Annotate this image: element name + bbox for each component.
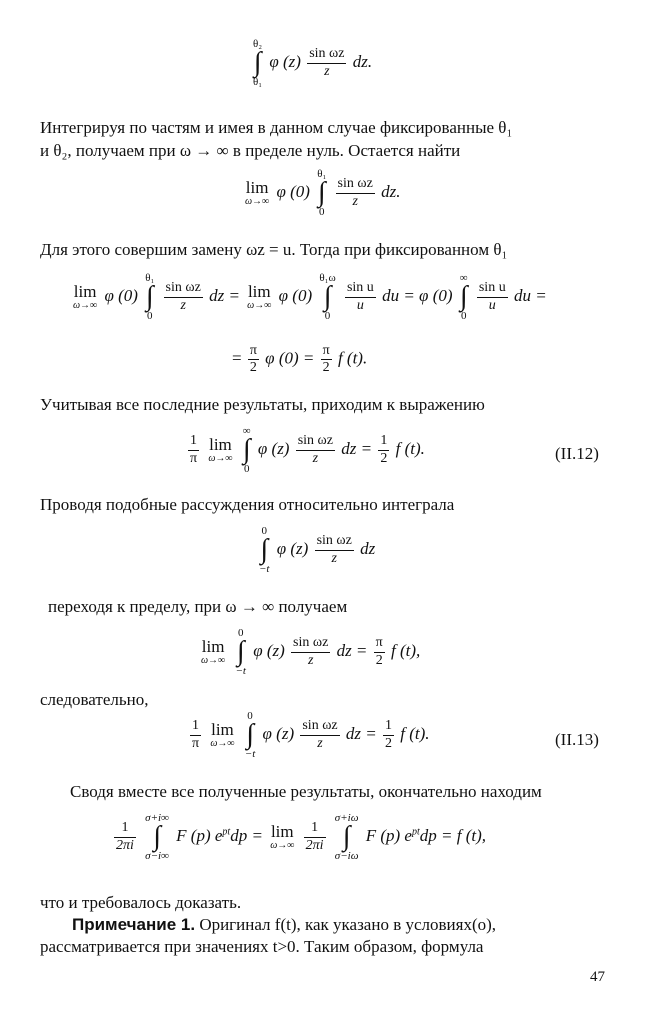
limit: lim ω→∞ <box>245 177 270 207</box>
limit: lim ω→∞ <box>247 281 272 311</box>
fraction: $\frac{1}{2\pi i}$ <box>116 820 134 853</box>
paragraph-line: следовательно, <box>40 690 149 709</box>
expression: dz = <box>336 640 368 660</box>
fraction: $\frac{\text{sin ωz}}{z}$ <box>309 46 345 79</box>
fraction: $\frac{\pi}{2}$ <box>322 343 330 376</box>
limit: lim ω→∞ <box>210 719 235 749</box>
integrand-func: F (p) e <box>365 825 412 845</box>
expression: f (t). <box>395 438 425 458</box>
limit: lim ω→∞ <box>270 821 295 851</box>
integral-sign: ∞ ∫ 0 <box>459 272 468 322</box>
expression: dz = <box>345 723 377 743</box>
fraction: $\frac{\pi}{2}$ <box>375 635 383 668</box>
paragraph-line: что и требовалось доказать. <box>40 893 242 912</box>
formula-9 <box>112 812 486 862</box>
paragraph-line: Проводя подобные рассуждения относительно интеграла <box>40 495 455 514</box>
integral-sign: σ+iω ∫ σ−iω <box>334 812 359 862</box>
integral-sign: 0 ∫ −t <box>259 525 270 575</box>
function-value: φ (0) <box>276 181 310 201</box>
function-value: φ (0) <box>104 285 138 305</box>
limit: lim ω→∞ <box>201 636 226 666</box>
fraction: $\frac{\text{sin ωz}}{z}$ <box>165 280 201 313</box>
differential: dz <box>360 538 376 558</box>
note-label: Примечание 1. <box>72 915 196 934</box>
integral-sign: 0 ∫ −t <box>235 627 246 677</box>
expression: f (t). <box>337 348 368 368</box>
paragraph-line: переходя к пределу, при ω → ∞ получаем <box>48 597 348 616</box>
limit: lim ω→∞ <box>73 281 98 311</box>
formula-7 <box>198 627 420 677</box>
differential: dp = <box>230 825 263 845</box>
page-number: 47 <box>590 969 605 985</box>
integral-sign: θ₁ ∫ 0 <box>145 272 155 322</box>
equation-number: (II.12) <box>555 444 599 463</box>
formula-6 <box>256 525 375 575</box>
expression: φ (0) = <box>265 348 315 368</box>
integrand-func: φ (z) <box>276 538 309 558</box>
expression: f (t). <box>400 723 430 743</box>
paragraph-line: рассматривается при значениях t>0. Таким образом, формула <box>40 937 484 956</box>
integrand-func: φ (z) <box>262 723 295 743</box>
differential: du = φ (0) <box>382 285 453 305</box>
formula-8 <box>188 710 430 760</box>
paragraph-line: Для этого совершим замену ωz = u. Тогда при фиксированном θ₁ <box>40 240 508 259</box>
fraction: $\frac{\text{sin ωz}}{z}$ <box>337 176 373 209</box>
exponent: pt <box>222 826 231 838</box>
integrand-func: φ (z) <box>257 438 290 458</box>
paragraph-line: Учитывая все последние результаты, приходим к выражению <box>40 395 485 414</box>
note-line <box>72 915 496 935</box>
expression: f (t), <box>390 640 421 660</box>
integral-sign: 0 ∫ −t <box>244 710 256 760</box>
fraction: $\frac{\text{sin u}}{u}$ <box>478 280 506 313</box>
differential: dz. <box>352 51 373 71</box>
equals-sign: = <box>232 348 242 368</box>
expression: dz = <box>341 438 373 458</box>
integral-sign: σ+i∞ ∫ σ−i∞ <box>145 812 169 862</box>
formula-1 <box>250 38 372 88</box>
paragraph-line: и θ₂, получаем при ω → ∞ в пределе нуль. Остается найти <box>40 141 461 160</box>
fraction: $\frac{\pi}{2}$ <box>249 343 257 376</box>
paragraph-line: Сводя вместе все полученные результаты, окончательно находим <box>70 782 542 801</box>
fraction: $\frac{\text{sin ωz}}{z}$ <box>293 635 329 668</box>
integral-sign: θ₂ ∫ θ₁ <box>253 38 263 88</box>
fraction: $\frac{\text{sin ωz}}{z}$ <box>297 433 333 466</box>
function-value: φ (0) <box>278 285 313 305</box>
differential: du = <box>513 285 547 305</box>
formula-5 <box>186 425 425 475</box>
integrand-func: φ (z) <box>269 51 301 71</box>
fraction: $\frac{1}{2}$ <box>380 433 388 466</box>
fraction: $\frac{1}{\pi}$ <box>192 718 200 751</box>
integral-sign: ∞ ∫ 0 <box>242 425 251 475</box>
exponent: pt <box>411 826 420 838</box>
fraction: $\frac{1}{\pi}$ <box>190 433 198 466</box>
fraction: $\frac{\text{sin ωz}}{z}$ <box>302 718 338 751</box>
differential: dz = <box>209 285 240 305</box>
differential: dz. <box>381 181 401 201</box>
fraction: $\frac{\text{sin u}}{u}$ <box>346 280 374 313</box>
fraction: $\frac{1}{2\pi i}$ <box>305 820 324 853</box>
integrand-func: F (p) e <box>176 825 223 845</box>
formula-3 <box>70 272 547 322</box>
integral-sign: θ₁ ∫ 0 <box>317 168 327 218</box>
integrand-func: φ (z) <box>253 640 285 660</box>
paragraph-line: Интегрируя по частям и имея в данном случае фиксированные θ₁ <box>40 118 513 137</box>
fraction: $\frac{\text{sin ωz}}{z}$ <box>316 533 352 566</box>
differential: dp = f (t), <box>419 825 487 845</box>
note-text: Оригинал f(t), как указано в условиях(о), <box>199 915 497 934</box>
formula-4 <box>232 343 367 376</box>
limit: lim ω→∞ <box>208 434 233 464</box>
integral-sign: θ₁ω ∫ 0 <box>319 272 336 322</box>
equation-number: (II.13) <box>555 730 599 749</box>
fraction: $\frac{1}{2}$ <box>384 718 392 751</box>
formula-2 <box>242 168 400 218</box>
